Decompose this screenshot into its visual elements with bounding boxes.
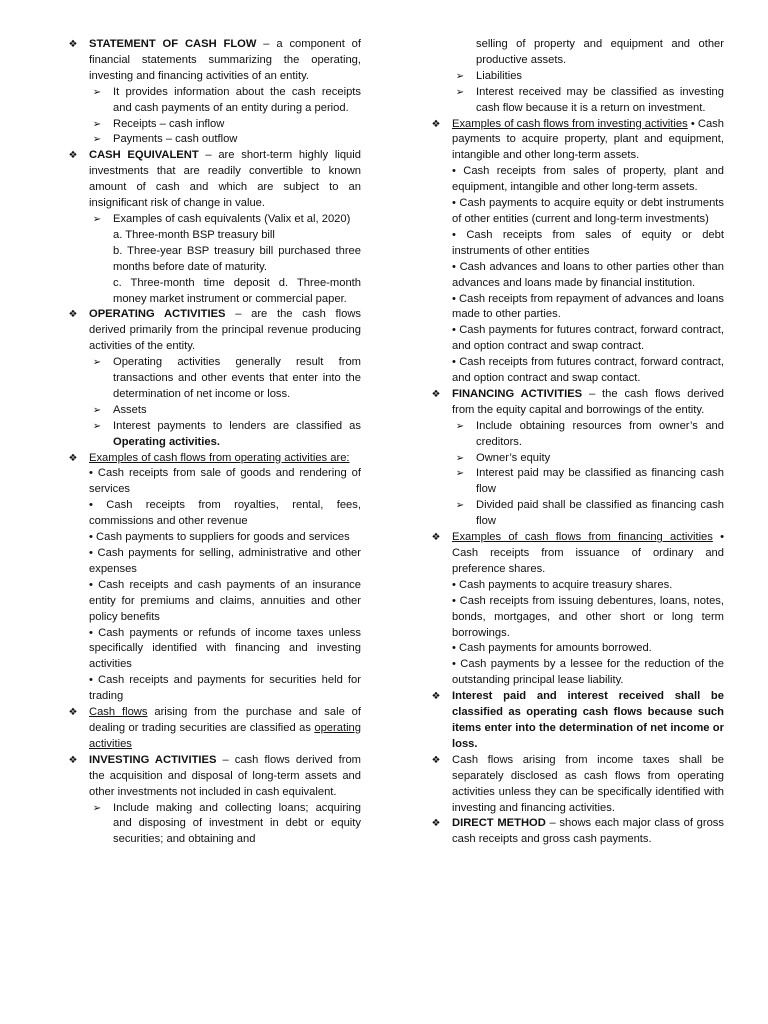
cash-equivalent-entry <box>68 148 361 212</box>
investing-examples-entry <box>431 117 724 165</box>
example-line: • Cash receipts from futures contract, forward contract, and option contract and swap contact. <box>452 356 724 385</box>
fa-sub-item <box>451 451 724 467</box>
diamond-bullet-icon: ❖ <box>431 532 441 544</box>
sub-item-text: Assets <box>113 403 147 416</box>
sub-item-text: Owner’s equity <box>476 451 551 464</box>
arrow-bullet-icon: ➢ <box>92 420 102 432</box>
example-line: • Cash payments by a lessee for the reduction of the outstanding principal lease liability. <box>452 658 724 687</box>
term-definition: – the cash flows derived from the equity capital and borrowings of the entity. <box>452 387 724 416</box>
example-line: • Cash payments to acquire equity or debt instruments of other entities (current and long-term investments) <box>452 197 724 225</box>
ce-example-item: b. Three-year BSP treasury bill purchased three months before date of maturity. <box>113 244 361 273</box>
sub-item-text: Examples of cash equivalents (Valix et al, 2020) <box>113 212 351 225</box>
example-line: • Cash receipts from royalties, rental, fees, commissions and other revenue <box>89 499 361 528</box>
example-line: • Cash payments to acquire property, plant and equipment, intangible and other long-term assets. <box>452 117 724 162</box>
example-line: • Cash payments or refunds of income taxes unless specifically identified with financing and investing activities <box>89 626 361 671</box>
statement-of-cash-flow-entry <box>68 37 361 85</box>
examples-heading: Examples of cash flows from operating activities are: <box>89 451 350 464</box>
arrow-bullet-icon: ➢ <box>92 86 102 98</box>
ce-example-item: c. Three-month time deposit d. Three-month money market instrument or commercial paper. <box>113 276 361 305</box>
example-line: • Cash receipts from sales of property, plant and equipment, intangible and other long-term assets. <box>452 165 724 194</box>
example-line: • Cash payments to suppliers for goods and services <box>89 531 350 544</box>
note-underlined-term: Cash flows <box>89 706 148 719</box>
term-heading: STATEMENT OF CASH FLOW <box>89 38 257 50</box>
financing-examples-entry <box>431 530 724 578</box>
income-taxes-note <box>431 753 724 817</box>
arrow-bullet-icon: ➢ <box>455 420 465 432</box>
arrow-bullet-icon: ➢ <box>92 357 102 369</box>
ia-sub-item <box>451 69 724 85</box>
sub-item-text: Interest payments to lenders are classified as <box>113 419 361 432</box>
operating-examples-entry <box>68 451 361 467</box>
direct-method-entry <box>431 816 724 848</box>
term-heading: DIRECT METHOD <box>452 817 546 830</box>
example-line: • Cash payments for amounts borrowed. <box>452 642 652 655</box>
sub-item-text: Payments – cash outflow <box>113 133 238 146</box>
example-line: • Cash receipts from repayment of advances and loans made to other parties. <box>452 292 724 321</box>
sub-item-text: Interest paid may be classified as financing cash flow <box>476 467 724 496</box>
sub-item-text: Receipts – cash inflow <box>113 117 225 130</box>
sub-item-text: Interest received may be classified as investing cash flow because it is a return on investment. <box>476 85 724 114</box>
example-line: • Cash payments for selling, administrative and other expenses <box>89 547 361 575</box>
sub-item-text: Divided paid shall be classified as financing cash flow <box>476 499 724 528</box>
examples-heading: Examples of cash flows from financing activities <box>452 531 713 544</box>
term-definition: – are the cash flows derived primarily from the principal revenue producing activities of the entity. <box>89 308 362 353</box>
arrow-bullet-icon: ➢ <box>92 404 102 416</box>
oa-sub-item <box>88 403 361 419</box>
diamond-bullet-icon: ❖ <box>68 754 78 766</box>
example-line: • Cash receipts from sales of equity or debt instruments of other entities <box>452 228 724 257</box>
diamond-bullet-icon: ❖ <box>431 754 441 766</box>
example-line: • Cash receipts from issuance of ordinary and preference shares. <box>452 531 724 575</box>
scf-sub-item <box>88 85 361 117</box>
oa-sub-item <box>88 355 361 403</box>
scf-sub-item <box>88 117 361 133</box>
arrow-bullet-icon: ➢ <box>455 452 465 464</box>
scf-sub-item <box>88 132 361 148</box>
examples-heading: Examples of cash flows from investing activities <box>452 117 688 130</box>
term-definition: – a component of financial statements summarizing the operating, investing and financing activities of an entity. <box>89 38 361 82</box>
left-column <box>68 37 362 848</box>
arrow-bullet-icon: ➢ <box>455 500 465 512</box>
ia-sub-item <box>88 801 361 849</box>
financing-activities-entry <box>431 387 724 419</box>
arrow-bullet-icon: ➢ <box>92 802 102 814</box>
note-text: Interest paid and interest received shall be classified as operating cash flows because such items enter into the determination of net income or loss. <box>452 690 724 750</box>
sub-item-text: It provides information about the cash receipts and cash payments of an entity during a period. <box>113 85 361 114</box>
note-text: Cash flows arising from income taxes shall be separately disclosed as cash flows from operating activities unless they can be specifically identified with investing and financing activities. <box>452 753 724 814</box>
fa-sub-item <box>451 498 724 530</box>
term-heading: FINANCING ACTIVITIES <box>452 387 583 400</box>
example-line: • Cash receipts and cash payments of an insurance entity for premiums and claims, annuities and other policy benefits <box>89 578 361 623</box>
trading-securities-note <box>68 705 361 753</box>
note-text: arising from the purchase and sale of dealing or trading securities are classified as <box>89 706 361 734</box>
diamond-bullet-icon: ❖ <box>68 150 78 162</box>
sub-item-bold-text: Operating activities. <box>113 435 220 448</box>
sub-item-text: Operating activities generally result from transactions and other events that enter into the determination of net income or loss. <box>113 356 361 400</box>
arrow-bullet-icon: ➢ <box>455 70 465 82</box>
diamond-bullet-icon: ❖ <box>431 118 441 130</box>
term-definition: – are short-term highly liquid investments that are readily convertible to known amount of cash and which are subject to an insignificant risk of change in value. <box>89 149 361 210</box>
example-line: • Cash receipts and payments for securities held for trading <box>89 674 361 703</box>
example-line: • Cash receipts from issuing debentures, loans, notes, bonds, mortgages, and other short or long term borrowings. <box>452 594 724 639</box>
fa-sub-item <box>451 466 724 498</box>
diamond-bullet-icon: ❖ <box>68 309 78 321</box>
example-line: • Cash payments for futures contract, forward contract, and option contract and swap contract. <box>452 324 724 353</box>
term-heading: INVESTING ACTIVITIES <box>89 753 217 766</box>
ia-sub-item <box>451 85 724 117</box>
ce-example-item: a. Three-month BSP treasury bill <box>113 228 275 241</box>
arrow-bullet-icon: ➢ <box>455 86 465 98</box>
oa-sub-item <box>88 419 361 451</box>
interest-classification-note <box>431 689 724 753</box>
arrow-bullet-icon: ➢ <box>92 134 102 146</box>
diamond-bullet-icon: ❖ <box>68 707 78 719</box>
term-definition: – shows each major class of gross cash receipts and gross cash payments. <box>452 817 724 846</box>
arrow-bullet-icon: ➢ <box>455 468 465 480</box>
term-heading: CASH EQUIVALENT <box>89 149 199 162</box>
note-underlined-term: operating activities <box>89 721 361 750</box>
ia-continued-text: selling of property and equipment and other productive assets. <box>476 38 724 66</box>
sub-item-text: Include obtaining resources from owner’s and creditors. <box>476 419 724 448</box>
sub-item-text: Liabilities <box>476 69 523 82</box>
example-line: • Cash payments to acquire treasury shares. <box>452 578 673 591</box>
arrow-bullet-icon: ➢ <box>92 118 102 130</box>
term-heading: OPERATING ACTIVITIES <box>89 308 226 321</box>
diamond-bullet-icon: ❖ <box>68 452 78 464</box>
diamond-bullet-icon: ❖ <box>431 691 441 703</box>
operating-activities-entry <box>68 307 362 355</box>
diamond-bullet-icon: ❖ <box>68 39 78 50</box>
fa-sub-item <box>451 419 724 451</box>
example-line: • Cash receipts from sale of goods and rendering of services <box>89 467 361 496</box>
diamond-bullet-icon: ❖ <box>431 818 441 830</box>
ce-sub-item <box>88 212 361 228</box>
arrow-bullet-icon: ➢ <box>92 213 102 225</box>
sub-item-text: Include making and collecting loans; acquiring and disposing of investment in debt or equity securities; and obtaining and <box>113 801 361 846</box>
diamond-bullet-icon: ❖ <box>431 388 441 400</box>
investing-activities-entry <box>68 753 362 801</box>
example-line: • Cash advances and loans to other parties other than advances and loans made by financial institution. <box>452 260 724 289</box>
right-column <box>431 37 724 848</box>
term-definition: – cash flows derived from the acquisition and disposal of long-term assets and other investments not included in cash equivalent. <box>89 753 362 798</box>
